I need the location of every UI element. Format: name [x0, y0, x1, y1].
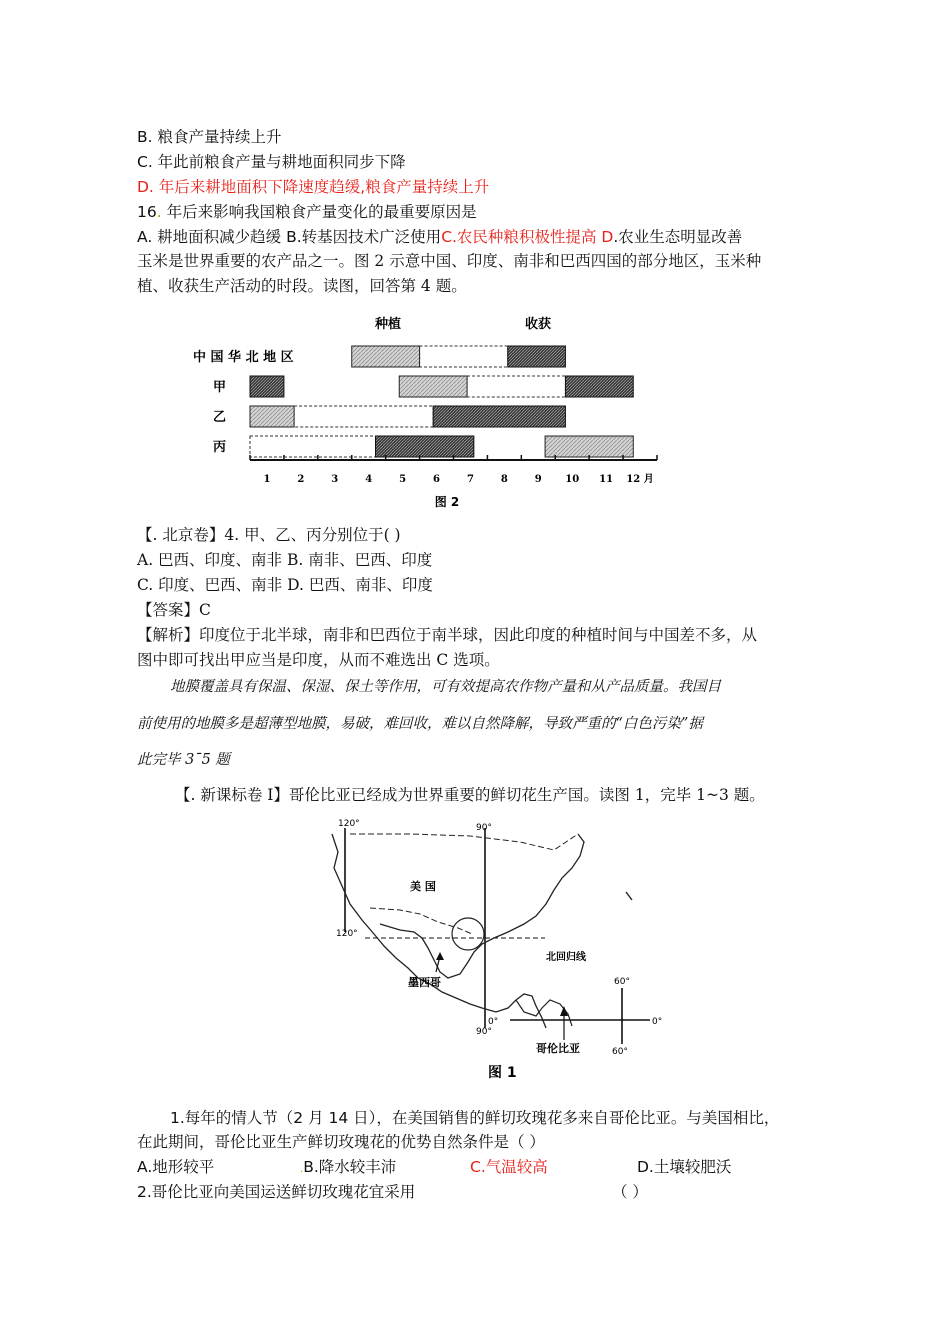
- label-lat0-right: 0°: [652, 1017, 663, 1027]
- month-tick-label: 12 月: [626, 474, 654, 485]
- question-16: [137, 201, 477, 223]
- harvest-period-bar: [375, 436, 473, 457]
- figure-1-caption: 图 1: [488, 1065, 517, 1081]
- passage-line-3: 此完毕 3¯5 题: [137, 752, 230, 768]
- row-label: 甲: [213, 380, 227, 395]
- growing-period-bar: [294, 406, 433, 427]
- growing-period-bar: [467, 376, 565, 397]
- figure-1-map: [310, 812, 670, 1088]
- month-tick-label: 8: [500, 474, 508, 485]
- explanation-line-2: 图中即可找出甲应当是印度，从而不难选出 C 选项。: [137, 651, 500, 669]
- text-line-2: C. 年此前粮食产量与耕地面积同步下降: [137, 153, 406, 171]
- question-4-options-ab: A. 巴西、印度、南非 B. 南非、巴西、印度: [137, 551, 433, 569]
- figure-2-caption: 图 2: [434, 495, 460, 509]
- question-2-paren: （ ）: [612, 1183, 648, 1201]
- label-lon120-top: 120°: [338, 819, 360, 829]
- question-1-option-d: D.土壤较肥沃: [637, 1158, 732, 1176]
- month-tick-label: 1: [263, 474, 271, 485]
- month-tick-label: 11: [599, 474, 614, 485]
- row-label: 丙: [213, 440, 227, 455]
- question-1-option-c-answer: C.气温较高: [470, 1158, 548, 1176]
- label-mexico: 墨西哥: [408, 976, 441, 989]
- month-tick-label: 5: [399, 474, 407, 485]
- question-4-options-cd: C. 印度、巴西、南非 D. 巴西、南非、印度: [137, 576, 433, 594]
- question-16-options: [137, 226, 742, 248]
- label-lon60-top: 60°: [614, 977, 630, 987]
- planting-period-bar: [250, 406, 294, 427]
- label-lon90-top: 90°: [476, 823, 492, 833]
- text-line-3-answer: D. 年后来耕地面积下降速度趋缓,粮食产量持续上升: [137, 178, 490, 196]
- month-tick-label: 10: [565, 474, 580, 485]
- option-c-answer: C.农民种粮积极性提高 D: [441, 228, 614, 246]
- month-tick-label: 3: [331, 474, 339, 485]
- label-usa: 美 国: [410, 880, 436, 893]
- question-16-text: 年后来影响我国粮食产量变化的最重要原因是: [161, 203, 477, 221]
- explanation-line-1: 【解析】印度位于北半球，南非和巴西位于南半球，因此印度的种植时间与中国差不多，从: [137, 626, 758, 644]
- question-4: 【. 北京卷】4. 甲、乙、丙分别位于( ): [137, 526, 401, 544]
- question-1-line-2: 在此期间，哥伦比亚生产鲜切玫瑰花的优势自然条件是（ ）: [137, 1133, 545, 1151]
- intro-line-1: 玉米是世界重要的农产品之一。图 2 示意中国、印度、南非和巴西四国的部分地区，玉米种: [137, 252, 762, 270]
- month-tick-label: 9: [534, 474, 542, 485]
- label-colombia: 哥伦比亚: [536, 1042, 580, 1055]
- month-tick-label: 6: [433, 474, 441, 485]
- question-1-option-b: [300, 1156, 396, 1181]
- option-b-dot: .: [300, 1164, 304, 1175]
- question-1-option-a: A.地形较平: [137, 1158, 215, 1176]
- legend-plant-label: 种植: [374, 317, 402, 332]
- legend-harvest-label: 收获: [524, 317, 552, 332]
- label-lon60-bottom: 60°: [612, 1047, 628, 1057]
- question-number-dot: .: [156, 203, 162, 221]
- label-tropic: 北回归线: [546, 952, 586, 963]
- intro-line-2: 植、收获生产活动的时段。读图，回答第 4 题。: [137, 277, 467, 295]
- question-1-line-1: 1.每年的情人节（2 月 14 日），在美国销售的鲜切玫瑰花多来自哥伦比亚。与美国相比，: [170, 1109, 780, 1127]
- text-line-1: B. 粮食产量持续上升: [137, 128, 282, 146]
- question-number: 16: [137, 203, 157, 221]
- row-label: 中 国 华 北 地 区: [193, 350, 294, 365]
- label-lon120-mid: 120°: [336, 929, 358, 939]
- option-b-text: B.降水较丰沛: [303, 1158, 397, 1176]
- harvest-period-bar: [433, 406, 565, 427]
- label-lat0-left: 0°: [488, 1017, 499, 1027]
- planting-period-bar: [399, 376, 467, 397]
- passage-line-2: 前使用的地膜多是超薄型地膜，易破，难回收，难以自然降解，导致严重的“白色污染”据: [137, 716, 703, 732]
- harvest-period-bar: [250, 376, 284, 397]
- option-d: .农业生态明显改善: [613, 228, 743, 246]
- row-label: 乙: [213, 410, 227, 425]
- question-2: 2.哥伦比亚向美国运送鲜切玫瑰花宜采用: [137, 1183, 416, 1201]
- answer-line: 【答案】C: [137, 601, 211, 619]
- growing-period-bar: [420, 346, 508, 367]
- growing-period-bar: [250, 436, 375, 457]
- passage-line-4: 【. 新课标卷 I】哥伦比亚已经成为世界重要的鲜切花生产国。读图 1，完毕 1~3 题。: [175, 786, 765, 804]
- figure-2-gantt-chart: [185, 308, 675, 513]
- planting-period-bar: [352, 346, 420, 367]
- option-ab: A. 耕地面积减少趋缓 B.转基因技术广泛使用: [137, 228, 442, 246]
- label-lon90-bottom: 90°: [476, 1027, 492, 1037]
- planting-period-bar: [545, 436, 633, 457]
- month-tick-label: 4: [365, 474, 373, 485]
- passage-line-1: 地膜覆盖具有保温、保湿、保土等作用，可有效提高农作物产量和从产品质量。我国目: [170, 679, 721, 695]
- month-tick-label: 7: [466, 474, 474, 485]
- harvest-period-bar: [508, 346, 566, 367]
- month-tick-label: 2: [297, 474, 305, 485]
- harvest-period-bar: [565, 376, 633, 397]
